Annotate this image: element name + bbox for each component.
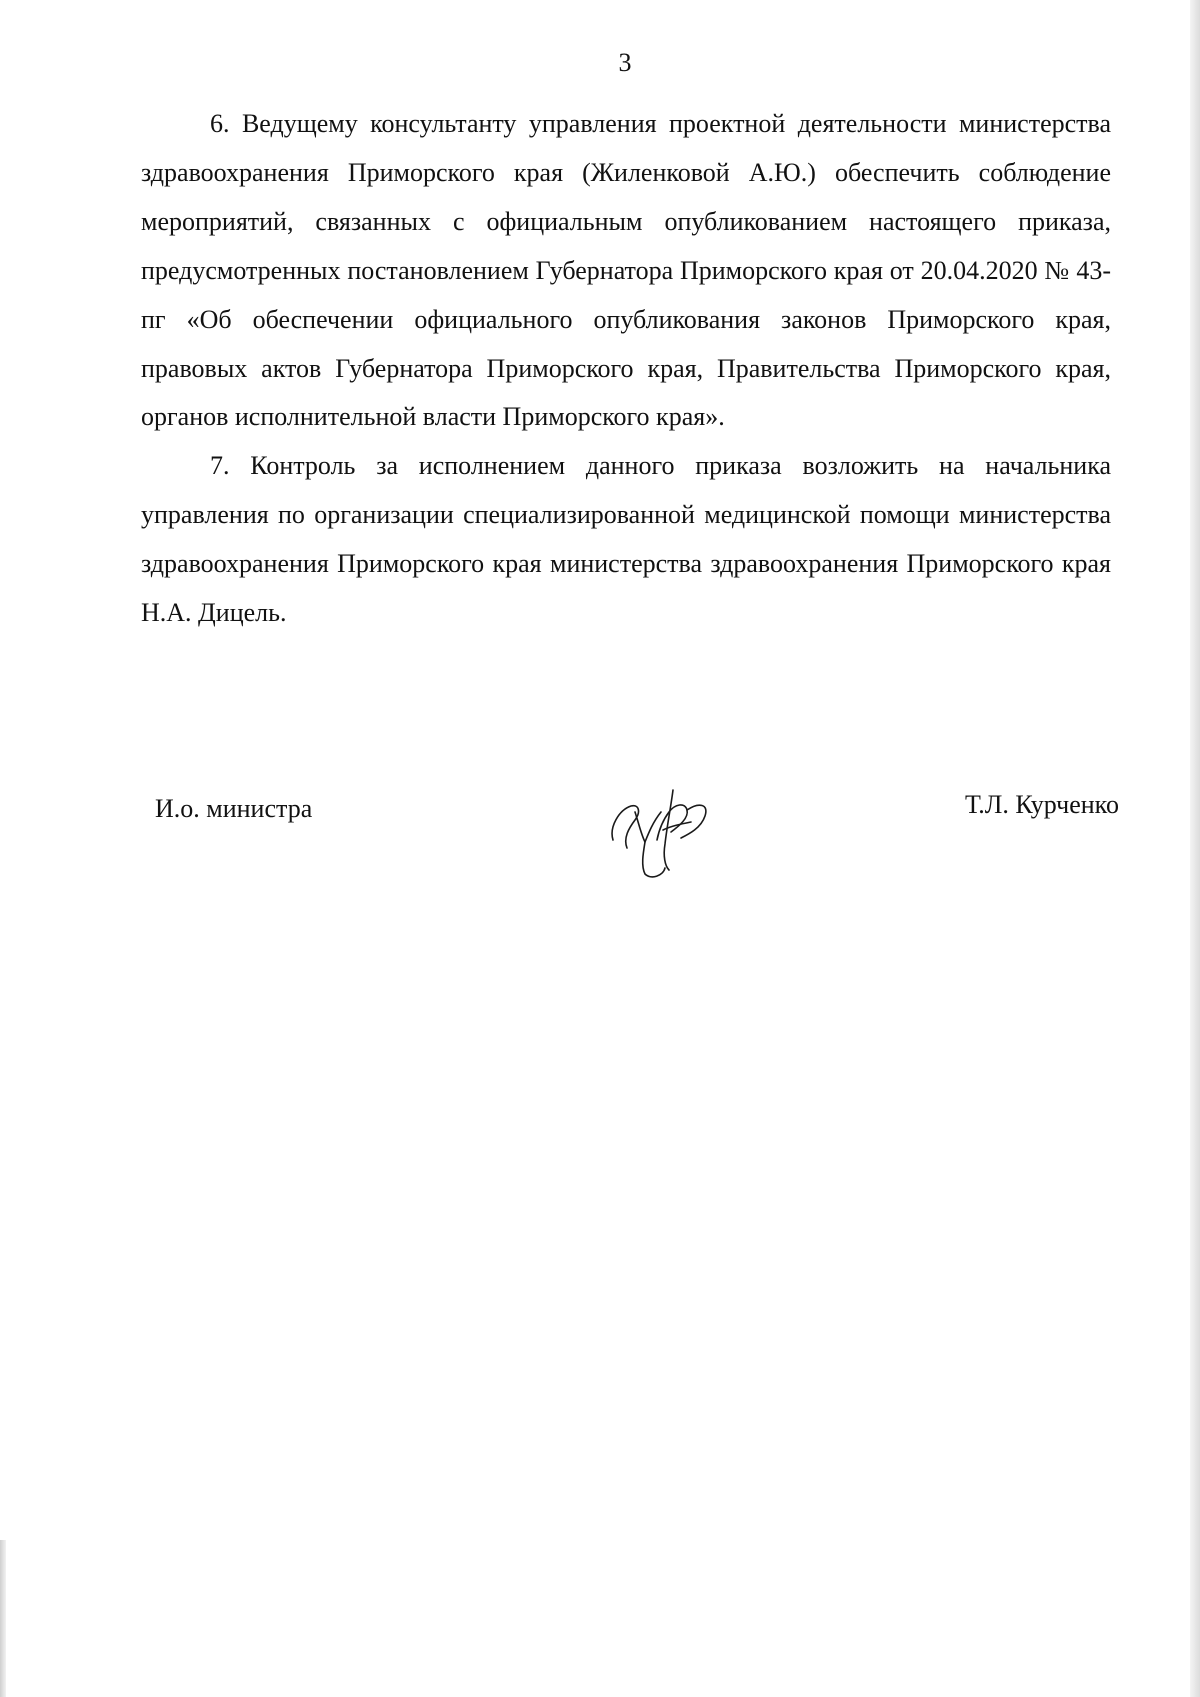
signatory-name: Т.Л. Курченко <box>965 790 1119 819</box>
paragraph-6: 6. Ведущему консультанту управления проектной деятельности министерства здравоохранения Приморского края (Жиленковой А.Ю.) обеспечить соблюдение мероприятий, связанных с официальным опубликованием настоящего приказа, предусмотренных постановлением Губернатора Приморского края от 20.04.2020 № 43-пг «Об обеспечении официального опубликования законов Приморского края, правовых актов Губернатора Приморского края, Правительства Приморского края, органов исполнительной власти Приморского края». <box>141 109 1111 432</box>
paragraph-7: 7. Контроль за исполнением данного приказа возложить на начальника управления по организации специализированной медицинской помощи министерства здравоохранения Приморского края министерства здравоохранения Приморского края Н.А. Дицель. <box>141 451 1111 628</box>
signatory-title: И.о. министра <box>155 794 313 823</box>
document-body <box>141 100 1111 638</box>
signature-block <box>0 790 1200 890</box>
handwritten-signature <box>605 782 725 882</box>
page-number: 3 <box>618 48 632 77</box>
scan-edge-shadow-left <box>0 1540 6 1697</box>
